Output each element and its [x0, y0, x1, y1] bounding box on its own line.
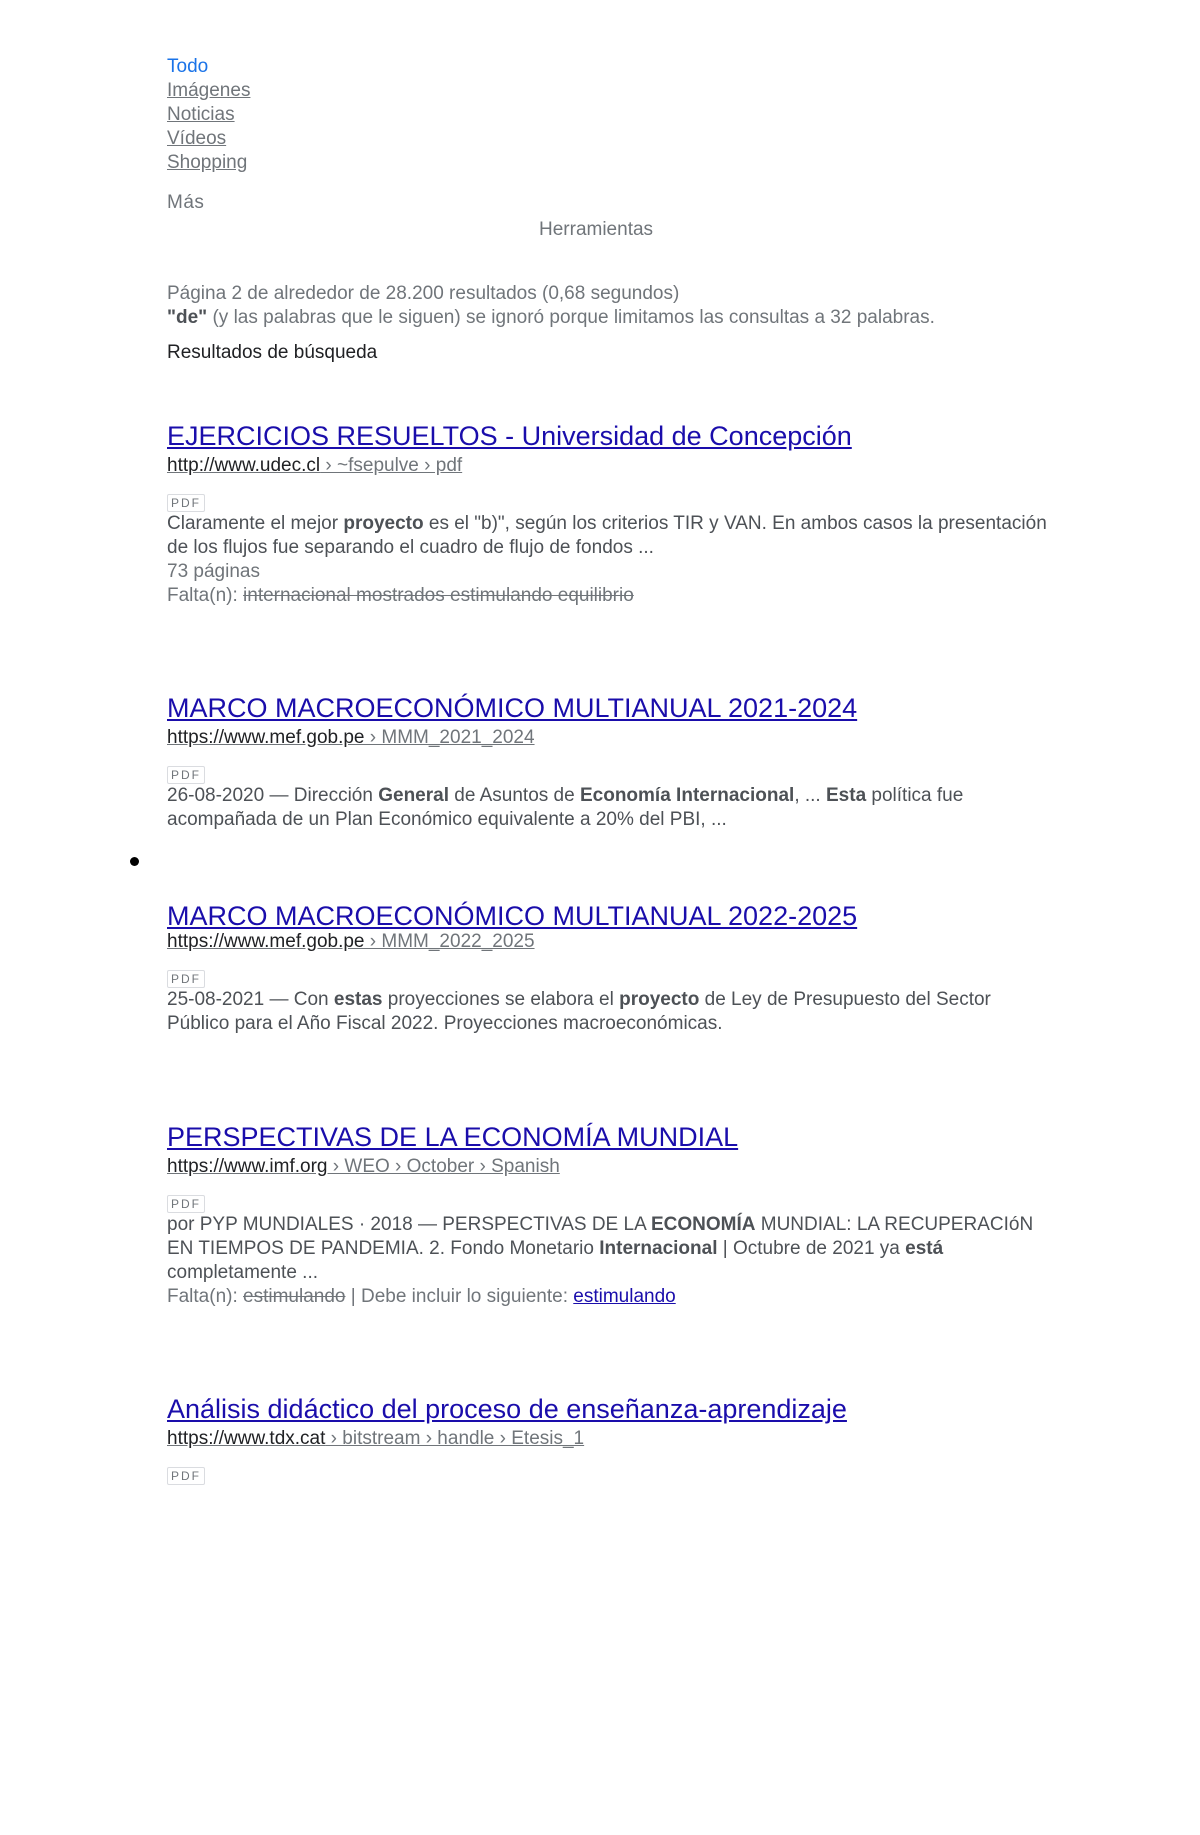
- result-snippet: [167, 512, 1047, 560]
- tab-noticias[interactable]: Noticias: [167, 104, 235, 125]
- result-url[interactable]: [167, 726, 535, 750]
- tab-shopping[interactable]: Shopping: [167, 152, 248, 173]
- list-bullet: [130, 857, 139, 866]
- missing-terms-struck: internacional mostrados estimulando equilibrio: [243, 585, 634, 606]
- result-url-path: › MMM_2022_2025: [364, 931, 535, 952]
- snippet-highlight: Esta: [826, 785, 867, 806]
- pdf-badge: PDF: [167, 766, 205, 784]
- result-url[interactable]: [167, 454, 462, 478]
- more-menu[interactable]: Más: [167, 192, 205, 213]
- snippet-text: de Asuntos de: [448, 785, 580, 806]
- ignored-words-notice: [167, 306, 935, 330]
- tab-todo[interactable]: Todo: [167, 56, 209, 77]
- result-snippet: [167, 988, 1047, 1036]
- missing-terms: [167, 584, 1047, 608]
- snippet-text: | Octubre de 2021 ya: [717, 1238, 906, 1259]
- results-heading: Resultados de búsqueda: [167, 342, 378, 363]
- result-page-count: 73 páginas: [167, 561, 260, 582]
- result-url-domain: https://www.mef.gob.pe: [167, 931, 365, 952]
- snippet-text: es el "b)", según los criterios TIR y VAN. En ambos casos la presentación de los flujos fue separando el cuadro de flujo de fondos ...: [167, 513, 1047, 558]
- snippet-text: , ...: [794, 785, 826, 806]
- result-url-path: › WEO › October › Spanish: [327, 1156, 560, 1177]
- search-result: [167, 692, 1047, 832]
- ignored-words-text: (y las palabras que le siguen) se ignoró porque limitamos las consultas a 32 palabras.: [207, 307, 935, 328]
- snippet-text: MUNDIAL: LA RECUPERACIóN EN TIEMPOS DE PANDEMIA. 2. Fondo Monetario: [167, 1214, 1034, 1259]
- search-result: [167, 900, 1047, 1036]
- snippet-text: de Ley de Presupuesto del Sector Público para el Año Fiscal 2022. Proyecciones macroeconómicas.: [167, 989, 991, 1034]
- search-result: [167, 420, 1047, 608]
- snippet-highlight: proyecto: [619, 989, 700, 1010]
- result-url[interactable]: [167, 1155, 560, 1179]
- missing-terms-struck: estimulando: [243, 1286, 346, 1307]
- result-url-path: › ~fsepulve › pdf: [320, 455, 463, 476]
- result-snippet: [167, 784, 1047, 832]
- snippet-text: 26-08-2020 — Dirección: [167, 785, 379, 806]
- snippet-highlight: está: [905, 1238, 944, 1259]
- result-url-domain: https://www.imf.org: [167, 1156, 328, 1177]
- pdf-badge: PDF: [167, 1467, 205, 1485]
- result-url-path: › MMM_2021_2024: [364, 727, 535, 748]
- snippet-text: por PYP MUNDIALES · 2018 — PERSPECTIVAS DE LA: [167, 1214, 651, 1235]
- pdf-badge: PDF: [167, 494, 205, 512]
- result-title-link[interactable]: MARCO MACROECONÓMICO MULTIANUAL 2022-2025: [167, 901, 858, 931]
- search-result: [167, 1121, 1047, 1309]
- tools-button[interactable]: Herramientas: [539, 219, 654, 240]
- snippet-text: 25-08-2021 — Con: [167, 989, 334, 1010]
- search-result: [167, 1393, 1047, 1485]
- result-title-link[interactable]: MARCO MACROECONÓMICO MULTIANUAL 2021-2024: [167, 693, 858, 723]
- snippet-text: completamente ...: [167, 1262, 319, 1283]
- result-stats: [167, 282, 935, 330]
- result-count: Página 2 de alrededor de 28.200 resultados (0,68 segundos): [167, 283, 680, 304]
- result-title-link[interactable]: Análisis didáctico del proceso de enseñanza-aprendizaje: [167, 1394, 847, 1424]
- snippet-text: proyecciones se elabora el: [382, 989, 620, 1010]
- missing-label: Falta(n):: [167, 585, 244, 606]
- snippet-highlight: Internacional: [599, 1238, 718, 1259]
- missing-label: Falta(n):: [167, 1286, 244, 1307]
- snippet-highlight: estas: [333, 989, 383, 1010]
- result-snippet: [167, 1213, 1047, 1285]
- missing-terms: [167, 1285, 1047, 1309]
- snippet-highlight: proyecto: [343, 513, 424, 534]
- result-url[interactable]: [167, 930, 535, 954]
- snippet-highlight: Economía Internacional: [579, 785, 795, 806]
- snippet-text: política fue acompañada de un Plan Económico equivalente a 20% del PBI, ...: [167, 785, 964, 830]
- result-url[interactable]: [167, 1427, 584, 1451]
- snippet-highlight: General: [378, 785, 449, 806]
- result-url-path: › bitstream › handle › Etesis_1: [325, 1428, 585, 1449]
- ignored-word: "de": [167, 307, 208, 328]
- result-url-domain: http://www.udec.cl: [167, 455, 321, 476]
- result-title-link[interactable]: PERSPECTIVAS DE LA ECONOMÍA MUNDIAL: [167, 1122, 739, 1152]
- snippet-highlight: ECONOMÍA: [650, 1214, 756, 1235]
- result-url-domain: https://www.mef.gob.pe: [167, 727, 365, 748]
- pdf-badge: PDF: [167, 1195, 205, 1213]
- snippet-text: Claramente el mejor: [167, 513, 344, 534]
- must-include-label: | Debe incluir lo siguiente:: [345, 1286, 574, 1307]
- result-url-domain: https://www.tdx.cat: [167, 1428, 326, 1449]
- tab-videos[interactable]: Vídeos: [167, 128, 227, 149]
- must-include-link[interactable]: estimulando: [573, 1286, 676, 1307]
- tab-imagenes[interactable]: Imágenes: [167, 80, 251, 101]
- pdf-badge: PDF: [167, 970, 205, 988]
- search-nav: [167, 55, 250, 175]
- result-title-link[interactable]: EJERCICIOS RESUELTOS - Universidad de Concepción: [167, 421, 852, 451]
